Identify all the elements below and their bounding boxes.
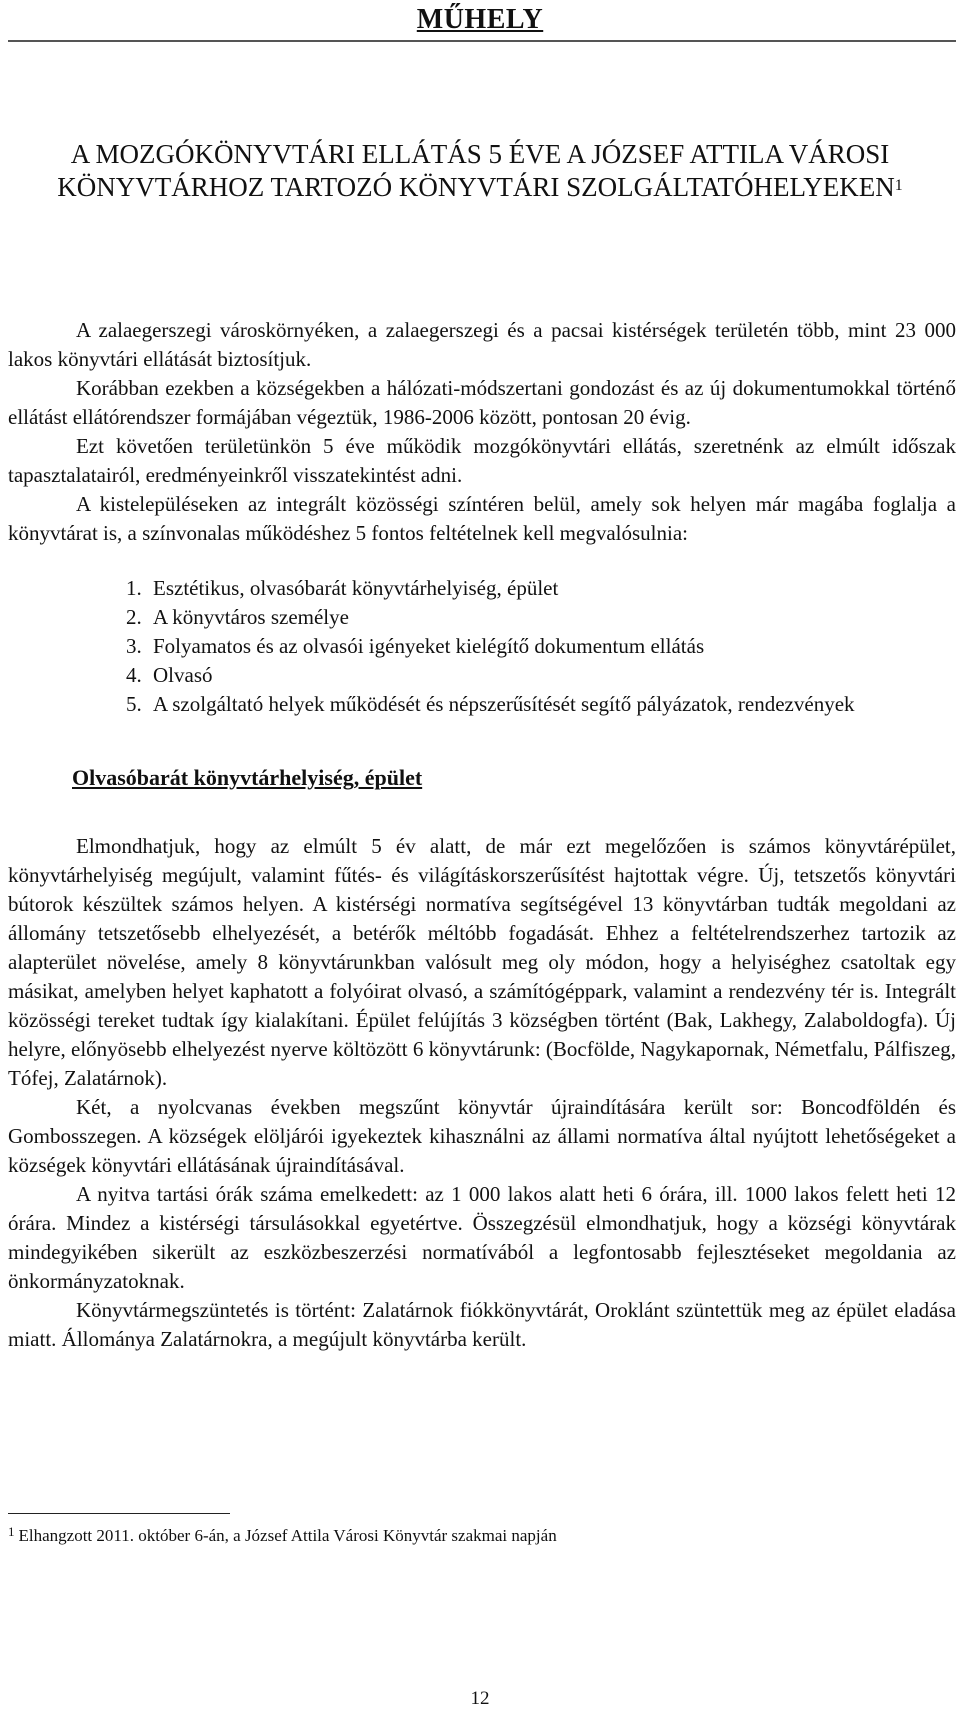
list-item-number: 5. bbox=[126, 692, 142, 716]
footnote bbox=[8, 1525, 557, 1547]
section-paragraph-2: Két, a nyolcvanas években megszűnt könyvtár újraindítására került sor: Boncodföldén és Gombosszegen. A községek elöljárói igyekeztek kihasználni az állami normatíva által nyújtott lehetőségeket a községek könyvtári ellátásának újraindításával. bbox=[8, 1095, 956, 1177]
list-item-text: Olvasó bbox=[153, 663, 213, 687]
section-label: MŰHELY bbox=[416, 4, 544, 35]
list-item bbox=[8, 632, 956, 661]
list-item-number: 3. bbox=[126, 634, 142, 658]
footnote-text: Elhangzott 2011. október 6-án, a József Attila Városi Könyvtár szakmai napján bbox=[18, 1526, 557, 1545]
article-body bbox=[8, 316, 956, 1354]
header-rule bbox=[8, 40, 956, 42]
list-item bbox=[8, 661, 956, 690]
list-item-text: A könyvtáros személye bbox=[153, 605, 349, 629]
spacer bbox=[8, 548, 956, 574]
footnote-rule bbox=[8, 1513, 230, 1514]
list-item bbox=[8, 603, 956, 632]
intro-paragraph-4: A kistelepüléseken az integrált közösségi színtéren belül, amely sok helyen már magába foglalja a könyvtárat is, a színvonalas működéshez 5 fontos feltételnek kell megvalósulnia: bbox=[8, 492, 956, 545]
list-item bbox=[8, 574, 956, 603]
list-item bbox=[8, 690, 956, 719]
page-number: 12 bbox=[470, 1688, 490, 1709]
section-heading: Olvasóbarát könyvtárhelyiség, épület bbox=[72, 765, 423, 790]
section-paragraph-3: A nyitva tartási órák száma emelkedett: az 1 000 lakos alatt heti 6 órára, ill. 1000 lakos felett heti 12 órára. Mindez a kistérségi társulásokkal egyetértve. Összegzésül elmondhatjuk, hogy a községi könyvtárak mindegyikében sikerült az eszközbeszerzési normatívából a legfontosabb fejlesztéseket megoldania az önkormányzatoknak. bbox=[8, 1182, 956, 1293]
article-title-text: A MOZGÓKÖNYVTÁRI ELLÁTÁS 5 ÉVE A JÓZSEF ATTILA VÁROSI KÖNYVTÁRHOZ TARTOZÓ KÖNYVTÁRI SZOLGÁLTATÓHELYEKEN bbox=[57, 139, 895, 202]
footnote-number: 1 bbox=[8, 1524, 15, 1539]
list-item-text: Esztétikus, olvasóbarát könyvtárhelyiség, épület bbox=[153, 576, 559, 600]
list-item-text: Folyamatos és az olvasói igényeket kielégítő dokumentum ellátás bbox=[153, 634, 705, 658]
list-item-number: 1. bbox=[126, 576, 142, 600]
section-paragraph-1: Elmondhatjuk, hogy az elmúlt 5 év alatt, de már ezt megelőzően is számos könyvtárépület, könyvtárhelyiség megújult, valamint fűtés- és világításkorszerűsítést hajtottak végre. Új, tetszetős könyvtári bútorok készültek számos helyen. A kistérségi normatíva segítségével 13 könyvtárban tudták megoldani az állomány tetszetősebb elhelyezését, a betérők méltóbb fogadását. Ehhez a feltételrendszerhez tartozik az alapterület növelése, amely 8 könyvtárunkban valósult meg oly módon, hogy a helyiséghez csatoltak egy másikat, amelyben helyet kaphatott a folyóirat olvasó, a számítógéppark, valamint a rendezvény tér is. Integrált közösségi tereket tudtak így kialakítani. Épület felújítás 3 községben történt (Bak, Lakhegy, Zalaboldogfa). Új helyre, előnyösebb elhelyezést nyerve költözött 6 könyvtárunk: (Bocfölde, Nagykapornak, Németfalu, Pálfiszeg, Tófej, Zalatárnok). bbox=[8, 834, 956, 1090]
section-paragraph-4: Könyvtármegszüntetés is történt: Zalatárnok fiókkönyvtárát, Oroklánt szüntettük meg az épület eladása miatt. Állománya Zalatárnokra, a megújult könyvtárba került. bbox=[8, 1298, 956, 1351]
list-item-text: A szolgáltató helyek működését és népszerűsítését segítő pályázatok, rendezvények bbox=[153, 692, 855, 716]
article-title bbox=[40, 138, 920, 204]
list-item-number: 2. bbox=[126, 605, 142, 629]
intro-paragraph-1: A zalaegerszegi városkörnyéken, a zalaegerszegi és a pacsai kistérségek területén több, mint 23 000 lakos könyvtári ellátását biztosítjuk. bbox=[8, 318, 956, 371]
intro-paragraph-3: Ezt követően területünkön 5 éve működik mozgókönyvtári ellátás, szeretnénk az elmúlt időszak tapasztalatairól, eredményeinkről visszatekintést adni. bbox=[8, 434, 956, 487]
list-item-number: 4. bbox=[126, 663, 142, 687]
title-footnote-ref[interactable]: 1 bbox=[894, 177, 903, 194]
intro-paragraph-2: Korábban ezekben a községekben a hálózati-módszertani gondozást és az új dokumentumokkal történő ellátást ellátórendszer formájában végeztük, 1986-2006 között, pontosan 20 évig. bbox=[8, 376, 956, 429]
conditions-list bbox=[8, 574, 956, 719]
